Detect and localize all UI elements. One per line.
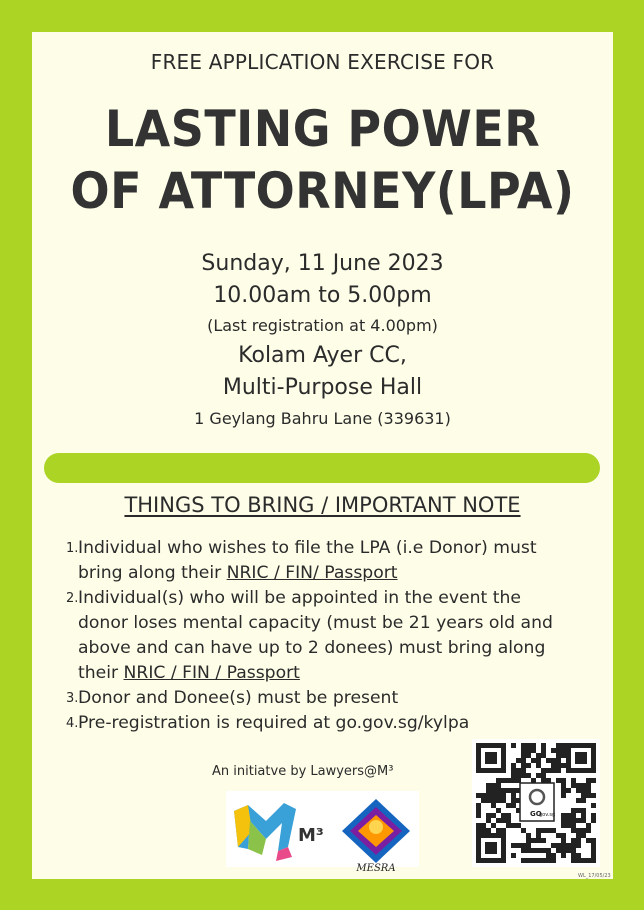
documents-underlined: NRIC / FIN / Passport — [123, 663, 300, 683]
item-line — [78, 561, 598, 586]
mesra-logo-label: MESRA — [356, 863, 396, 874]
item-number: 2. — [66, 591, 79, 606]
event-time: 10.00am to 5.00pm — [213, 283, 432, 308]
initiative-text: An initiatve by Lawyers@M³ — [212, 764, 394, 779]
item-line: Pre-registration is required at go.gov.sg/kylpa — [78, 713, 470, 733]
list-item — [66, 536, 598, 586]
last-registration: (Last registration at 4.00pm) — [207, 316, 438, 335]
item-number: 1. — [66, 541, 79, 556]
item-line: donor loses mental capacity (must be 21 years old and — [78, 613, 553, 633]
item-prefix: their — [78, 663, 124, 683]
documents-underlined: NRIC / FIN/ Passport — [226, 563, 398, 583]
item-number: 4. — [66, 716, 79, 731]
address: 1 Geylang Bahru Lane (339631) — [194, 409, 451, 428]
item-line: above and can have up to 2 donees) must bring along — [78, 638, 546, 658]
qr-go-label: GO — [530, 810, 542, 818]
print-code: WL_17/05/23 — [578, 873, 611, 879]
item-line — [78, 661, 598, 686]
item-line: Individual(s) who will be appointed in the event the — [78, 588, 521, 608]
divider-bar — [44, 453, 600, 483]
partner-logos — [226, 791, 419, 874]
qr-code[interactable] — [472, 739, 600, 867]
notes-heading: THINGS TO BRING / IMPORTANT NOTE — [124, 493, 521, 517]
mesra-logo-icon — [342, 799, 410, 874]
title-line-1: LASTING POWER — [104, 100, 541, 158]
title-line-2: OF ATTORNEY(LPA) — [70, 162, 575, 220]
item-line: Donor and Donee(s) must be present — [78, 688, 399, 708]
poster — [32, 32, 613, 879]
list-item — [66, 711, 598, 736]
item-prefix: bring along their — [78, 563, 227, 583]
item-number: 3. — [66, 691, 79, 706]
event-details — [32, 248, 613, 434]
list-item — [66, 686, 598, 711]
list-item — [66, 586, 598, 686]
m3-logo-label: M³ — [298, 825, 324, 846]
venue: Kolam Ayer CC, — [238, 343, 407, 368]
pre-title: FREE APPLICATION EXERCISE FOR — [150, 50, 495, 74]
poster-title — [55, 98, 590, 222]
item-line: Individual who wishes to file the LPA (i.e Donor) must — [78, 538, 537, 558]
hall: Multi-Purpose Hall — [222, 375, 423, 400]
m3-logo-icon — [226, 791, 419, 874]
qr-gov-label: gov.sg — [539, 812, 556, 818]
event-date: Sunday, 11 June 2023 — [201, 251, 444, 276]
notes-list — [66, 536, 598, 736]
qr-code-icon — [472, 739, 600, 867]
